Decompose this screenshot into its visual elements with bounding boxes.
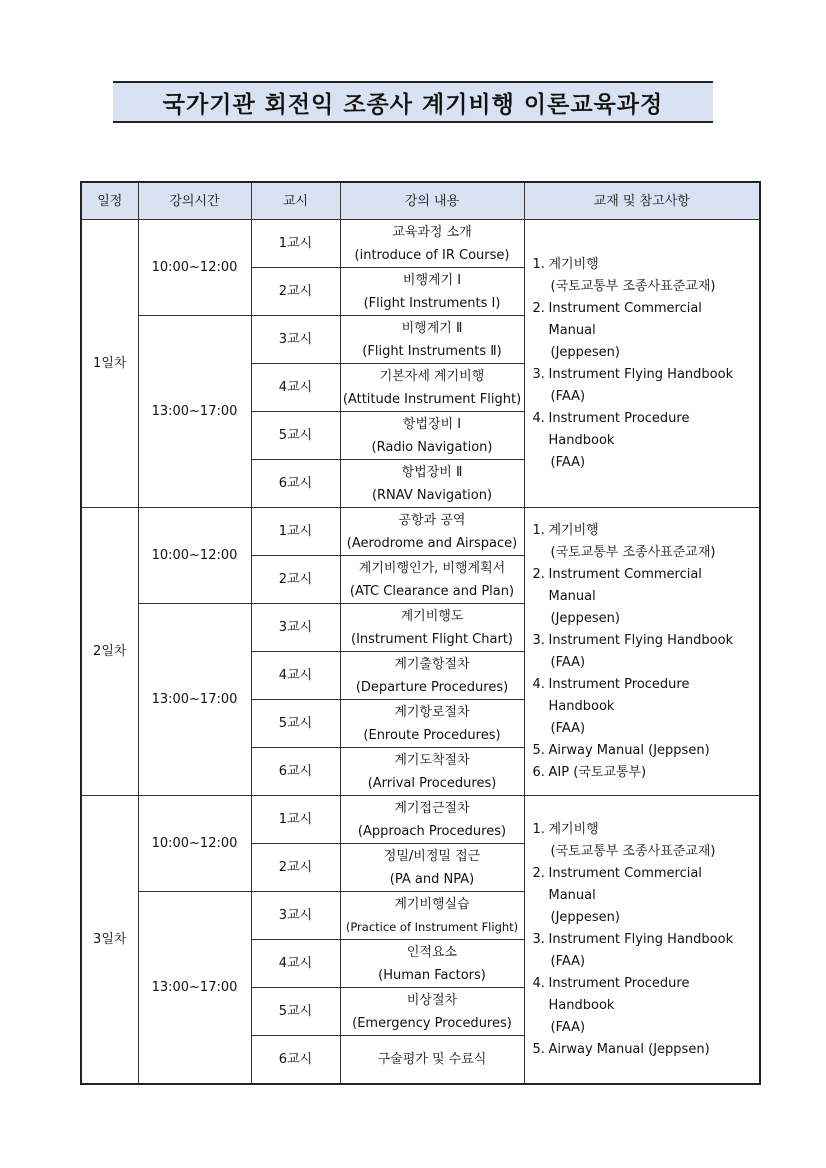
period-cell: 1교시 [251,220,340,268]
reference-item [533,819,754,841]
day-cell: 3일차 [81,796,138,1085]
lecture-cell [340,460,524,508]
table-row [81,220,760,268]
page-title: 국가기관 회전익 조종사 계기비행 이론교육과정 [162,91,664,118]
reference-item [533,520,754,542]
reference-source: (FAA) [550,388,586,404]
lecture-title-ko: 교육과정 소개 [392,224,472,240]
lecture-cell [340,940,524,988]
reference-text: Instrument Procedure Handbook [548,975,690,1013]
table-row [81,508,760,556]
reference-number: 1. [532,522,545,538]
lecture-cell [340,1036,524,1085]
lecture-title-en: (Emergency Procedures) [352,1015,512,1031]
reference-number: 4. [532,410,545,426]
reference-source: (국토교통부 조종사표준교재) [550,278,716,294]
reference-number: 2. [532,865,545,881]
title-banner [113,81,713,123]
lecture-title-en: (Flight Instruments Ⅱ) [362,343,502,359]
lecture-cell [340,700,524,748]
schedule-table [80,181,761,1085]
time-cell: 13:00~17:00 [138,316,251,508]
reference-number: 3. [532,931,545,947]
reference-text: Instrument Commercial Manual [548,566,702,604]
reference-text: Instrument Procedure Handbook [548,676,690,714]
reference-item [533,674,754,718]
reference-item [533,364,754,386]
lecture-title-ko: 계기비행실습 [394,896,470,912]
period-cell: 2교시 [251,556,340,604]
reference-item [533,973,754,1017]
lecture-cell [340,412,524,460]
time-cell: 10:00~12:00 [138,796,251,892]
reference-source: (FAA) [550,454,586,470]
lecture-title-en: (Radio Navigation) [371,439,493,455]
reference-number: 4. [532,975,545,991]
header-lecture-content: 강의 내용 [340,182,524,220]
reference-source: (FAA) [550,654,586,670]
lecture-cell [340,268,524,316]
reference-text: AIP (국토교통부) [548,764,647,780]
reference-source: (Jeppesen) [550,909,620,925]
lecture-cell [340,652,524,700]
lecture-title-en: (Approach Procedures) [357,823,507,839]
lecture-title-ko: 항법장비 Ⅱ [401,464,463,480]
header-row [81,182,760,220]
lecture-title-ko: 비상절차 [406,992,458,1008]
lecture-title-ko: 계기비행도 [400,608,464,624]
period-cell: 3교시 [251,892,340,940]
time-cell: 10:00~12:00 [138,220,251,316]
lecture-title-en: (RNAV Navigation) [371,487,493,503]
period-cell: 5교시 [251,700,340,748]
references-cell [524,508,760,796]
reference-text: Instrument Procedure Handbook [548,410,690,448]
lecture-title-ko: 계기출항절차 [394,656,470,672]
period-cell: 5교시 [251,988,340,1036]
period-cell: 1교시 [251,796,340,844]
time-cell: 10:00~12:00 [138,508,251,604]
lecture-title-ko: 기본자세 계기비행 [379,368,485,384]
lecture-title-en: (ATC Clearance and Plan) [349,583,515,599]
lecture-cell [340,364,524,412]
reference-item [533,630,754,652]
reference-text: Instrument Flying Handbook [548,632,734,648]
lecture-cell [340,556,524,604]
lecture-title-ko: 공항과 공역 [398,512,466,528]
period-cell: 6교시 [251,748,340,796]
reference-number: 2. [532,300,545,316]
period-cell: 6교시 [251,460,340,508]
reference-number: 1. [532,821,545,837]
lecture-title-en: (Departure Procedures) [355,679,509,695]
period-cell: 2교시 [251,844,340,892]
reference-text: Instrument Commercial Manual [548,300,702,338]
lecture-title-en: (Human Factors) [378,967,486,983]
reference-number: 5. [532,1041,545,1057]
references-cell [524,220,760,508]
table-row [81,796,760,844]
reference-number: 4. [532,676,545,692]
reference-item [533,408,754,452]
lecture-cell [340,988,524,1036]
lecture-cell [340,316,524,364]
reference-source: (Jeppesen) [550,344,620,360]
reference-text: 계기비행 [548,522,599,538]
period-cell: 3교시 [251,604,340,652]
reference-text: Airway Manual (Jeppsen) [548,742,710,758]
reference-number: 3. [532,632,545,648]
lecture-title-en: (introduce of IR Course) [354,247,510,263]
reference-item [533,740,754,762]
lecture-title-en: (Arrival Procedures) [367,775,497,791]
lecture-cell [340,508,524,556]
reference-number: 5. [532,742,545,758]
lecture-title-ko: 계기도착절차 [394,752,470,768]
lecture-title-en: (Flight Instruments Ⅰ) [363,295,501,311]
period-cell: 4교시 [251,652,340,700]
reference-source: (FAA) [550,1019,586,1035]
lecture-title-en: (Practice of Instrument Flight) [345,919,519,934]
reference-text: 계기비행 [548,256,599,272]
time-cell: 13:00~17:00 [138,892,251,1085]
schedule-body [81,220,760,1085]
header-lecture-time: 강의시간 [138,182,251,220]
reference-text: Instrument Flying Handbook [548,366,734,382]
lecture-cell [340,604,524,652]
reference-source: (Jeppesen) [550,610,620,626]
lecture-cell [340,796,524,844]
header-references: 교재 및 참고사항 [524,182,760,220]
lecture-title-ko: 구술평가 및 수료식 [377,1052,487,1067]
references-cell [524,796,760,1085]
day-cell: 1일차 [81,220,138,508]
reference-text: Instrument Commercial Manual [548,865,702,903]
period-cell: 3교시 [251,316,340,364]
lecture-title-en: (Enroute Procedures) [363,727,501,743]
period-cell: 4교시 [251,364,340,412]
reference-source: (국토교통부 조종사표준교재) [550,544,716,560]
lecture-cell [340,220,524,268]
reference-item [533,564,754,608]
period-cell: 5교시 [251,412,340,460]
reference-item [533,762,754,784]
header-period: 교시 [251,182,340,220]
lecture-title-en: (Aerodrome and Airspace) [346,535,518,551]
reference-number: 3. [532,366,545,382]
period-cell: 2교시 [251,268,340,316]
reference-item [533,298,754,342]
reference-item [533,929,754,951]
reference-source: (국토교통부 조종사표준교재) [550,843,716,859]
reference-item [533,1039,754,1061]
lecture-title-ko: 비행계기 Ⅰ [402,272,462,288]
reference-number: 1. [532,256,545,272]
lecture-title-en: (Attitude Instrument Flight) [342,391,522,407]
reference-source: (FAA) [550,953,586,969]
lecture-title-en: (PA and NPA) [389,871,475,887]
lecture-title-ko: 비행계기 Ⅱ [401,320,463,336]
header-schedule: 일정 [81,182,138,220]
period-cell: 1교시 [251,508,340,556]
lecture-title-ko: 계기접근절차 [394,800,470,816]
reference-source: (FAA) [550,720,586,736]
lecture-cell [340,892,524,940]
lecture-title-ko: 항법장비 Ⅰ [402,416,462,432]
lecture-title-ko: 계기비행인가, 비행계획서 [358,560,506,576]
lecture-cell [340,748,524,796]
lecture-title-en: (Instrument Flight Chart) [351,631,513,647]
lecture-title-ko: 정밀/비정밀 접근 [383,848,481,864]
reference-item [533,254,754,276]
reference-text: 계기비행 [548,821,599,837]
time-cell: 13:00~17:00 [138,604,251,796]
period-cell: 6교시 [251,1036,340,1085]
reference-number: 2. [532,566,545,582]
lecture-title-ko: 인적요소 [406,944,458,960]
reference-text: Airway Manual (Jeppsen) [548,1041,710,1057]
reference-text: Instrument Flying Handbook [548,931,734,947]
reference-number: 6. [532,764,545,780]
day-cell: 2일차 [81,508,138,796]
lecture-title-ko: 계기항로절차 [394,704,470,720]
reference-item [533,863,754,907]
period-cell: 4교시 [251,940,340,988]
lecture-cell [340,844,524,892]
